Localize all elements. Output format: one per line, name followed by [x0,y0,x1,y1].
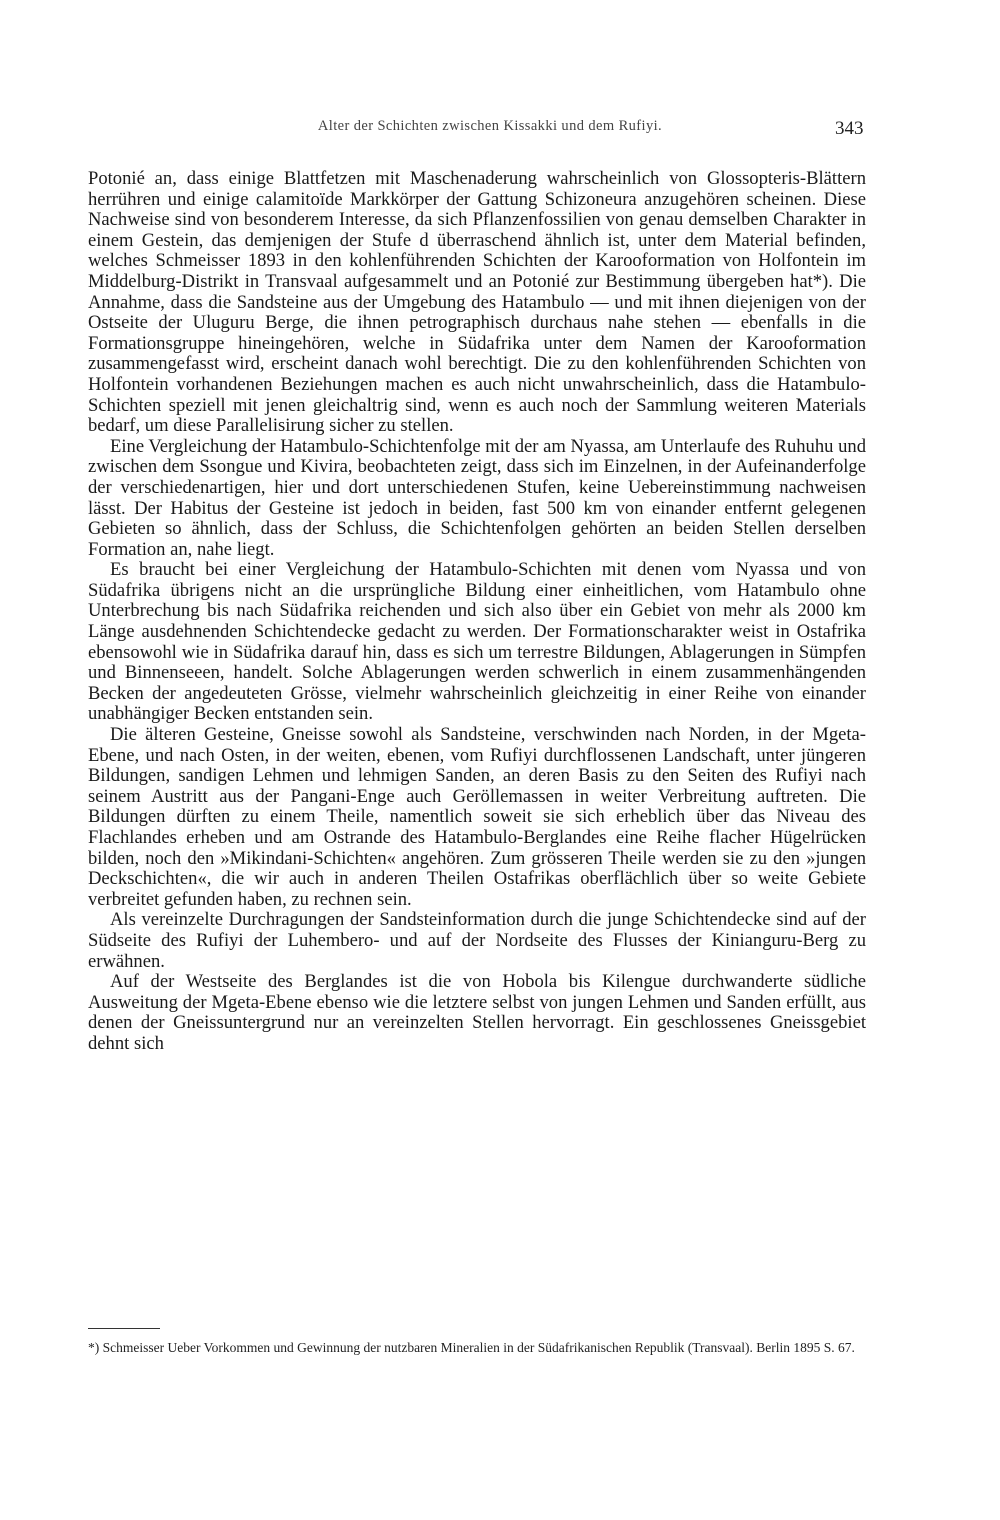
page-number: 343 [835,118,864,139]
footnote: *) Schmeisser Ueber Vorkommen und Gewinnung der nutzbaren Mineralien in der Südafrikanischen Republik (Transvaal). Berlin 1895 S. 67. [88,1340,855,1355]
paragraph: Auf der Westseite des Berglandes ist die von Hobola bis Kilengue durchwanderte südliche Ausweitung der Mgeta-Ebene ebenso wie die letztere selbst von jungen Lehmen und Sanden erfüllt, aus denen der Gneissuntergrund nur an vereinzelten Stellen hervorragt. Ein geschlossenes Gneissgebiet dehnt sich [88,971,866,1054]
paragraph: Als vereinzelte Durchragungen der Sandsteinformation durch die junge Schichtendecke sind auf der Südseite des Rufiyi der Luhembero- und auf der Nordseite des Flusses der Kinianguru-Berg zu erwähnen. [88,909,866,972]
footnote-rule [88,1328,160,1329]
paragraph: Es braucht bei einer Vergleichung der Hatambulo-Schichten mit denen vom Nyassa und von Südafrika übrigens nicht an die ursprüngliche Bildung einer einheitlichen, vom Hatambulo ohne Unterbrechung bis nach Südafrika reichenden und sich also über ein Gebiet von mehr als 2000 km Länge ausdehnenden Schichtendecke gedacht zu werden. Der Formationscharakter weist in Ostafrika ebensowohl wie in Südafrika darauf hin, dass es sich um terrestre Bildungen, Ablagerungen in Sümpfen und Binnenseeen, handelt. Solche Ablagerungen werden schwerlich in einem zusammenhängenden Becken der angedeuteten Grösse, vielmehr wahrscheinlich gleichzeitig in einer Reihe von einander unabhängiger Becken entstanden sein. [88,559,866,725]
running-title: Alter der Schichten zwischen Kissakki und dem Rufiyi. [317,118,663,134]
paragraph: Potonié an, dass einige Blattfetzen mit Maschenaderung wahrscheinlich von Glossopteris-Blättern herrühren und einige calamitoïde Markkörper der Gattung Schizoneura anzugehören scheinen. Diese Nachweise sind von besonderem Interesse, da sich Pflanzenfossilien von genau demselben Charakter in einem Gestein, das demjenigen der Stufe d überraschend ähnlich ist, unter dem Material befinden, welches Schmeisser 1893 in den kohlenführenden Schichten der Karooformation von Holfontein im Middelburg-Distrikt in Transvaal aufgesammelt und an Potonié zur Bestimmung übergeben hat*). Die Annahme, dass die Sandsteine aus der Umgebung des Hatambulo — und mit ihnen diejenigen von der Ostseite der Uluguru Berge, die ihnen petrographisch durchaus nahe stehen — ebenfalls in die Formationsgruppe hineingehören, welche in Südafrika unter dem Namen der Karooformation zusammengefasst wird, erscheint danach wohl berechtigt. Die zu den kohlenführenden Schichten von Holfontein vorhandenen Beziehungen machen es auch nicht unwahrscheinlich, dass die Hatambulo-Schichten speziell mit jenen gleichaltrig sind, wenn es auch noch der Sammlung weiteren Materials bedarf, um diese Parallelisirung sicher zu stellen. [88,168,866,437]
running-head [0,118,1000,138]
paragraph: Die älteren Gesteine, Gneisse sowohl als Sandsteine, verschwinden nach Norden, in der Mgeta-Ebene, und nach Osten, in der weiten, ebenen, vom Rufiyi durchflossenen Landschaft, unter jüngeren Bildungen, sandigen Lehmen und lehmigen Sanden, an deren Basis zu den Seiten des Rufiyi nach seinem Austritt aus der Pangani-Enge auch Geröllemassen in weiter Verbreitung auftreten. Die Bildungen dürften zu einem Theile, namentlich soweit sie sich erheblich über das Niveau des Flachlandes erheben und am Ostrande des Hatambulo-Berglandes eine Reihe flacher Hügelrücken bilden, noch den »Mikindani-Schichten« angehören. Zum grösseren Theile werden sie zu den »jungen Deckschichten«, die wir auch in anderen Theilen Ostafrikas oberflächlich über so weite Gebiete verbreitet gefunden haben, zu rechnen sein. [88,724,866,910]
paragraph: Eine Vergleichung der Hatambulo-Schichtenfolge mit der am Nyassa, am Unterlaufe des Ruhuhu und zwischen dem Ssongue und Kivira, beobachteten zeigt, dass sich im Einzelnen, in der Aufeinanderfolge der verschiedenartigen, hier und dort unterschiedenen Stufen, keine Uebereinstimmung nachweisen lässt. Der Habitus der Gesteine ist jedoch in beiden, fast 500 km von einander entfernt gelegenen Gebieten so ähnlich, dass der Schluss, die Schichtenfolgen gehörten an beiden Stellen derselben Formation an, nahe liegt. [88,435,866,560]
body-text [88,169,866,1055]
